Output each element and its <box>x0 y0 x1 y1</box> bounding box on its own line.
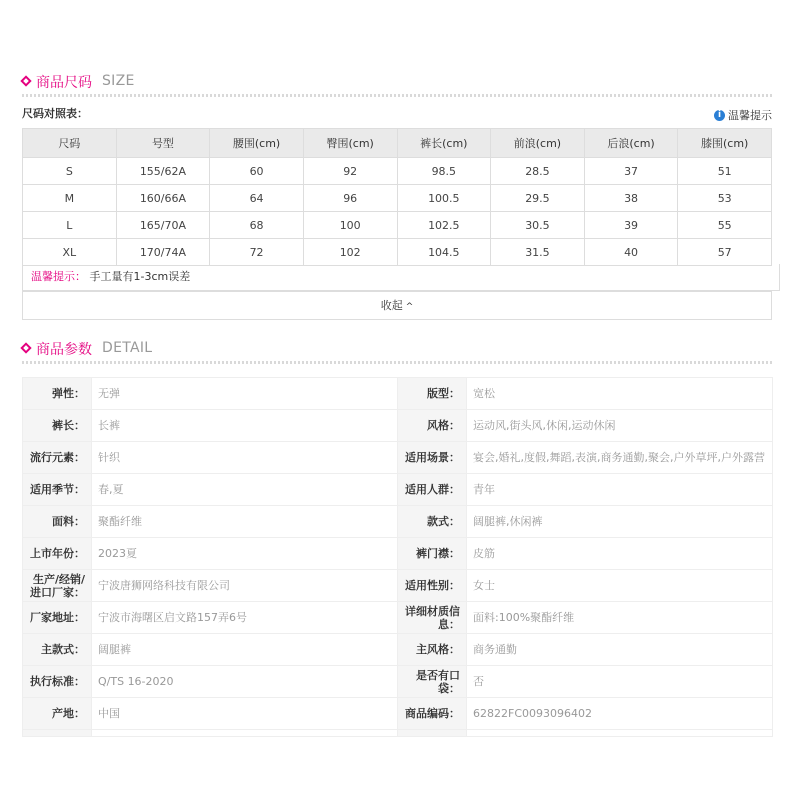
table-cell: 30.5 <box>491 212 585 239</box>
param-key: 主款式： <box>23 634 92 666</box>
header-cell: 裤长(cm) <box>397 129 491 158</box>
size-table-label: 尺码对照表： <box>22 107 88 120</box>
size-note-key: 温馨提示： <box>31 270 86 283</box>
param-value: 阔腿裤 <box>92 634 398 666</box>
detail-title-cn: 商品参数 <box>36 342 92 358</box>
param-value: 阔腿裤,休闲裤 <box>467 506 773 538</box>
table-cell: 155/62A <box>116 158 210 185</box>
param-key: 弹性： <box>23 378 92 410</box>
table-cell: L <box>23 212 117 239</box>
diamond-icon <box>20 75 31 86</box>
table-row <box>23 239 772 266</box>
table-cell: 29.5 <box>491 185 585 212</box>
param-row <box>23 538 773 570</box>
param-key: 执行标准： <box>23 666 92 698</box>
param-value: 2023夏 <box>92 538 398 570</box>
size-table <box>22 128 772 266</box>
detail-section-header <box>22 339 772 363</box>
param-key: 厂家地址： <box>23 602 92 634</box>
table-row <box>23 158 772 185</box>
param-key: 裤门襟： <box>398 538 467 570</box>
header-cell: 臀围(cm) <box>303 129 397 158</box>
table-cell: 53 <box>678 185 772 212</box>
header-cell: 膝围(cm) <box>678 129 772 158</box>
table-cell: 38 <box>584 185 678 212</box>
table-cell: 92 <box>303 158 397 185</box>
header-cell: 后浪(cm) <box>584 129 678 158</box>
tip-link[interactable] <box>714 107 772 123</box>
table-cell: 57 <box>678 239 772 266</box>
param-value: 聚酯纤维 <box>92 506 398 538</box>
param-row <box>23 570 773 602</box>
table-cell: 98.5 <box>397 158 491 185</box>
table-cell: 96 <box>303 185 397 212</box>
table-cell: 64 <box>210 185 304 212</box>
collapse-button[interactable] <box>22 291 772 320</box>
dotted-divider <box>22 94 772 97</box>
param-row <box>23 666 773 698</box>
detail-title-en: DETAIL <box>102 340 153 356</box>
header-cell: 腰围(cm) <box>210 129 304 158</box>
param-value: 62822FC0093096402 <box>467 698 773 730</box>
param-value: 皮筋 <box>467 538 773 570</box>
table-cell: 55 <box>678 212 772 239</box>
param-key: 裤长： <box>23 410 92 442</box>
param-key: 流行元素： <box>23 442 92 474</box>
param-value: 商务通勤 <box>467 634 773 666</box>
param-value: 女士 <box>467 570 773 602</box>
param-key: 适用性别： <box>398 570 467 602</box>
table-row <box>23 212 772 239</box>
param-value: 运动风,街头风,休闲,运动休闲 <box>467 410 773 442</box>
param-key: 版型： <box>398 378 467 410</box>
param-key: 主风格： <box>398 634 467 666</box>
param-row <box>23 506 773 538</box>
param-row <box>23 442 773 474</box>
table-cell: 102.5 <box>397 212 491 239</box>
param-key: 生产/经销/进口厂家： <box>23 570 92 602</box>
header-cell: 尺码 <box>23 129 117 158</box>
size-section-header <box>22 72 772 96</box>
param-value: 面料:100%聚酯纤维 <box>467 602 773 634</box>
dotted-divider <box>22 361 772 364</box>
param-value: 青年 <box>467 474 773 506</box>
param-key: 上市年份： <box>23 538 92 570</box>
table-cell: 160/66A <box>116 185 210 212</box>
table-cell: 39 <box>584 212 678 239</box>
param-key: 风格： <box>398 410 467 442</box>
table-cell: M <box>23 185 117 212</box>
param-key: 是否有口袋： <box>398 666 467 698</box>
param-key: 适用人群： <box>398 474 467 506</box>
param-cell <box>92 730 398 737</box>
param-value: 长裤 <box>92 410 398 442</box>
param-row <box>23 602 773 634</box>
param-row <box>23 634 773 666</box>
chevron-up-icon: ^ <box>405 302 414 312</box>
param-cell <box>23 730 92 737</box>
params-table <box>22 377 773 737</box>
table-cell: 102 <box>303 239 397 266</box>
header-cell: 号型 <box>116 129 210 158</box>
param-key: 适用季节： <box>23 474 92 506</box>
param-value: Q/TS 16-2020 <box>92 666 398 698</box>
table-cell: 31.5 <box>491 239 585 266</box>
tip-link-label: 温馨提示 <box>728 109 772 122</box>
param-key: 适用场景： <box>398 442 467 474</box>
table-cell: 100.5 <box>397 185 491 212</box>
table-cell: 165/70A <box>116 212 210 239</box>
table-cell: XL <box>23 239 117 266</box>
param-value: 无弹 <box>92 378 398 410</box>
param-value: 中国 <box>92 698 398 730</box>
table-cell: 170/74A <box>116 239 210 266</box>
table-cell: 51 <box>678 158 772 185</box>
param-cell <box>467 730 773 737</box>
param-row <box>23 378 773 410</box>
param-key: 商品编码： <box>398 698 467 730</box>
size-title-cn: 商品尺码 <box>36 75 92 91</box>
param-value: 宴会,婚礼,度假,舞蹈,表演,商务通勤,聚会,户外草坪,户外露营 <box>467 442 773 474</box>
param-key: 详细材质信息： <box>398 602 467 634</box>
param-row <box>23 474 773 506</box>
size-table-header-row <box>23 129 772 158</box>
table-cell: 40 <box>584 239 678 266</box>
table-cell: 68 <box>210 212 304 239</box>
header-cell: 前浪(cm) <box>491 129 585 158</box>
table-cell: 72 <box>210 239 304 266</box>
param-key: 面料： <box>23 506 92 538</box>
param-value: 否 <box>467 666 773 698</box>
param-value: 宁波唐狮网络科技有限公司 <box>92 570 398 602</box>
info-icon: i <box>714 110 725 121</box>
param-value: 宁波市海曙区启文路157弄6号 <box>92 602 398 634</box>
table-cell: 100 <box>303 212 397 239</box>
table-cell: 104.5 <box>397 239 491 266</box>
table-cell: S <box>23 158 117 185</box>
table-cell: 60 <box>210 158 304 185</box>
size-note <box>22 264 780 291</box>
param-value: 宽松 <box>467 378 773 410</box>
param-row <box>23 410 773 442</box>
param-cell <box>398 730 467 737</box>
size-title-en: SIZE <box>102 73 135 89</box>
param-key: 款式： <box>398 506 467 538</box>
param-row <box>23 698 773 730</box>
param-key: 产地： <box>23 698 92 730</box>
diamond-icon <box>20 342 31 353</box>
param-row-partial <box>23 730 773 737</box>
param-value: 春,夏 <box>92 474 398 506</box>
table-cell: 28.5 <box>491 158 585 185</box>
size-note-text: 手工量有1-3cm误差 <box>89 270 191 283</box>
table-row <box>23 185 772 212</box>
collapse-label: 收起 <box>380 299 403 312</box>
table-cell: 37 <box>584 158 678 185</box>
param-value: 针织 <box>92 442 398 474</box>
